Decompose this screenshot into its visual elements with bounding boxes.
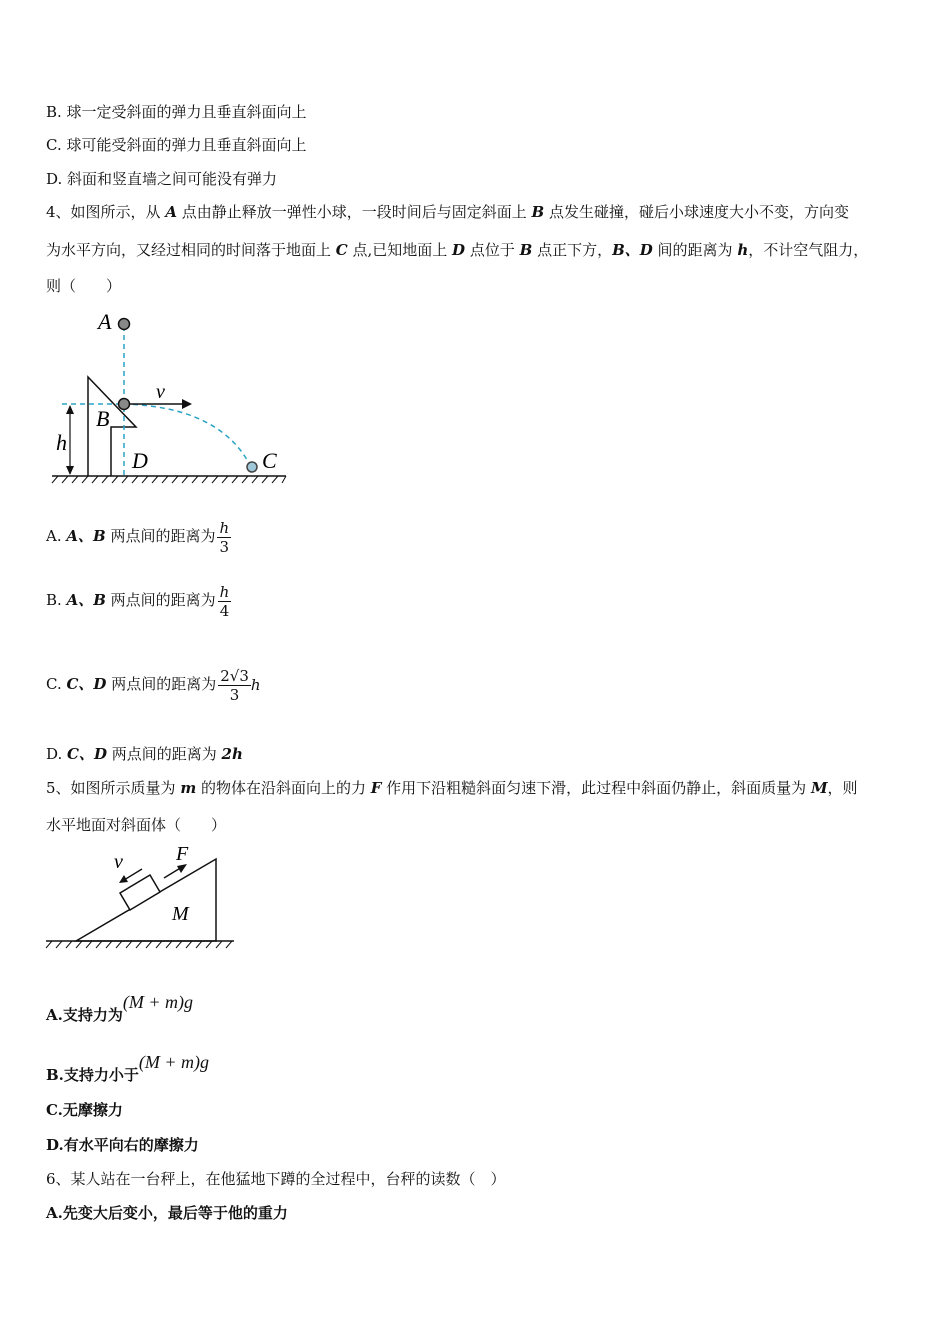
numerator: 2√3 bbox=[220, 666, 249, 685]
q5-option-a bbox=[46, 984, 193, 1033]
text: 无摩擦力 bbox=[62, 1101, 123, 1119]
denominator: 4 bbox=[219, 601, 230, 620]
text: ，则 bbox=[827, 779, 858, 797]
formula bbox=[123, 992, 193, 1012]
text: 为水平方向，又经过相同的时间落于地面上 bbox=[46, 241, 336, 259]
text: 两点间的距离为 bbox=[106, 745, 222, 763]
text: 两点间的距离为 bbox=[105, 591, 216, 609]
points-bd: B、D bbox=[612, 241, 653, 259]
text: 点发生碰撞，碰后小球速度大小不变，方向变 bbox=[544, 203, 849, 221]
q5-option-b bbox=[46, 1044, 209, 1093]
option-letter: D. bbox=[46, 745, 68, 763]
q5-stem-line1 bbox=[46, 778, 858, 798]
formula-text: (M + m)g bbox=[138, 1052, 210, 1072]
text: 点位于 bbox=[465, 241, 520, 259]
velocity-arrowhead bbox=[182, 399, 192, 409]
q6-stem: 6、某人站在一台秤上，在他猛地下蹲的全过程中，台秤的读数（ ） bbox=[46, 1170, 506, 1188]
velocity-arrow bbox=[124, 869, 142, 880]
points: A、B bbox=[66, 591, 106, 609]
q4-stem-line3: 则（ ） bbox=[46, 277, 122, 295]
q4-option-d bbox=[46, 744, 243, 764]
text: 先变大后变小，最后等于他的重力 bbox=[62, 1204, 288, 1222]
option-letter: A. bbox=[46, 1006, 63, 1024]
option-letter: A. bbox=[46, 1204, 63, 1222]
label-h: h bbox=[56, 430, 67, 455]
h-arrow-up bbox=[66, 405, 74, 414]
text: 点,已知地面上 bbox=[347, 241, 453, 259]
var-big-m: M bbox=[810, 779, 828, 797]
fraction bbox=[218, 583, 232, 620]
q4-option-a bbox=[46, 518, 231, 556]
point-b: B bbox=[519, 241, 533, 259]
points: A、B bbox=[66, 527, 106, 545]
ground-hatch bbox=[46, 941, 232, 948]
point-c: C bbox=[335, 241, 348, 259]
text: ，不计空气阻力， bbox=[748, 241, 869, 259]
var-h: h bbox=[737, 241, 749, 259]
q5-stem-line2: 水平地面对斜面体（ ） bbox=[46, 816, 227, 834]
text: 间的距离为 bbox=[652, 241, 738, 259]
point-d: D bbox=[452, 241, 466, 259]
q5-option-d bbox=[46, 1135, 199, 1155]
points: C、D bbox=[66, 675, 107, 693]
text: 5、如图所示质量为 bbox=[46, 779, 181, 797]
ball-b bbox=[119, 399, 130, 410]
text: 点正下方， bbox=[532, 241, 613, 259]
label-m: M bbox=[172, 903, 189, 925]
var-h: h bbox=[250, 676, 261, 694]
option-letter: B. bbox=[46, 1066, 64, 1084]
q3-option-b: B. 球一定受斜面的弹力且垂直斜面向上 bbox=[46, 103, 307, 121]
numerator: h bbox=[219, 518, 230, 537]
text: 作用下沿粗糙斜面匀速下滑，此过程中斜面仍静止，斜面质量为 bbox=[381, 779, 811, 797]
var-f: F bbox=[370, 779, 382, 797]
points: C、D bbox=[67, 745, 107, 763]
label-d: D bbox=[132, 448, 148, 473]
q6-option-a bbox=[46, 1203, 288, 1223]
option-letter: A. bbox=[46, 527, 67, 545]
q4-option-b bbox=[46, 582, 231, 620]
label-v: v bbox=[156, 381, 165, 403]
text: 支持力为 bbox=[62, 1006, 123, 1024]
text: 4、如图所示，从 bbox=[46, 203, 166, 221]
option-letter: C. bbox=[46, 1101, 63, 1119]
h-arrow-down bbox=[66, 466, 74, 475]
q3-option-d: D. 斜面和竖直墙之间可能没有弹力 bbox=[46, 170, 278, 188]
fraction bbox=[217, 519, 231, 556]
force-arrowhead bbox=[177, 864, 187, 873]
text: 有水平向右的摩擦力 bbox=[63, 1136, 199, 1154]
q4-stem-line2 bbox=[46, 240, 868, 260]
option-letter: C. bbox=[46, 675, 67, 693]
value: 2h bbox=[221, 745, 243, 763]
label-v: v bbox=[114, 851, 123, 873]
ground-hatch bbox=[52, 476, 286, 483]
label-b: B bbox=[96, 406, 110, 431]
q3-option-c: C. 球可能受斜面的弹力且垂直斜面向上 bbox=[46, 136, 307, 154]
q5-figure bbox=[44, 842, 240, 952]
text: 支持力小于 bbox=[63, 1066, 139, 1084]
fraction bbox=[218, 667, 251, 704]
ball-a bbox=[119, 319, 130, 330]
text: 两点间的距离为 bbox=[106, 675, 217, 693]
q4-option-c bbox=[46, 664, 261, 705]
denominator: 3 bbox=[219, 537, 230, 556]
formula-text: (M + m)g bbox=[122, 992, 194, 1012]
label-c: C bbox=[262, 448, 277, 473]
q5-option-c bbox=[46, 1100, 123, 1120]
option-letter: D. bbox=[46, 1136, 64, 1154]
label-a: A bbox=[98, 310, 112, 334]
numerator: h bbox=[219, 582, 230, 601]
formula bbox=[139, 1052, 209, 1072]
q4-figure bbox=[46, 310, 296, 490]
option-letter: B. bbox=[46, 591, 67, 609]
q4-stem-line1 bbox=[46, 202, 849, 222]
text: 两点间的距离为 bbox=[105, 527, 216, 545]
point-a: A bbox=[165, 203, 177, 221]
text: 的物体在沿斜面向上的力 bbox=[196, 779, 371, 797]
denominator: 3 bbox=[229, 685, 240, 704]
label-f: F bbox=[176, 843, 189, 865]
text: 点由静止释放一弹性小球，一段时间后与固定斜面上 bbox=[176, 203, 532, 221]
point-b: B bbox=[531, 203, 545, 221]
var-m: m bbox=[180, 779, 197, 797]
ball-c bbox=[247, 462, 257, 472]
